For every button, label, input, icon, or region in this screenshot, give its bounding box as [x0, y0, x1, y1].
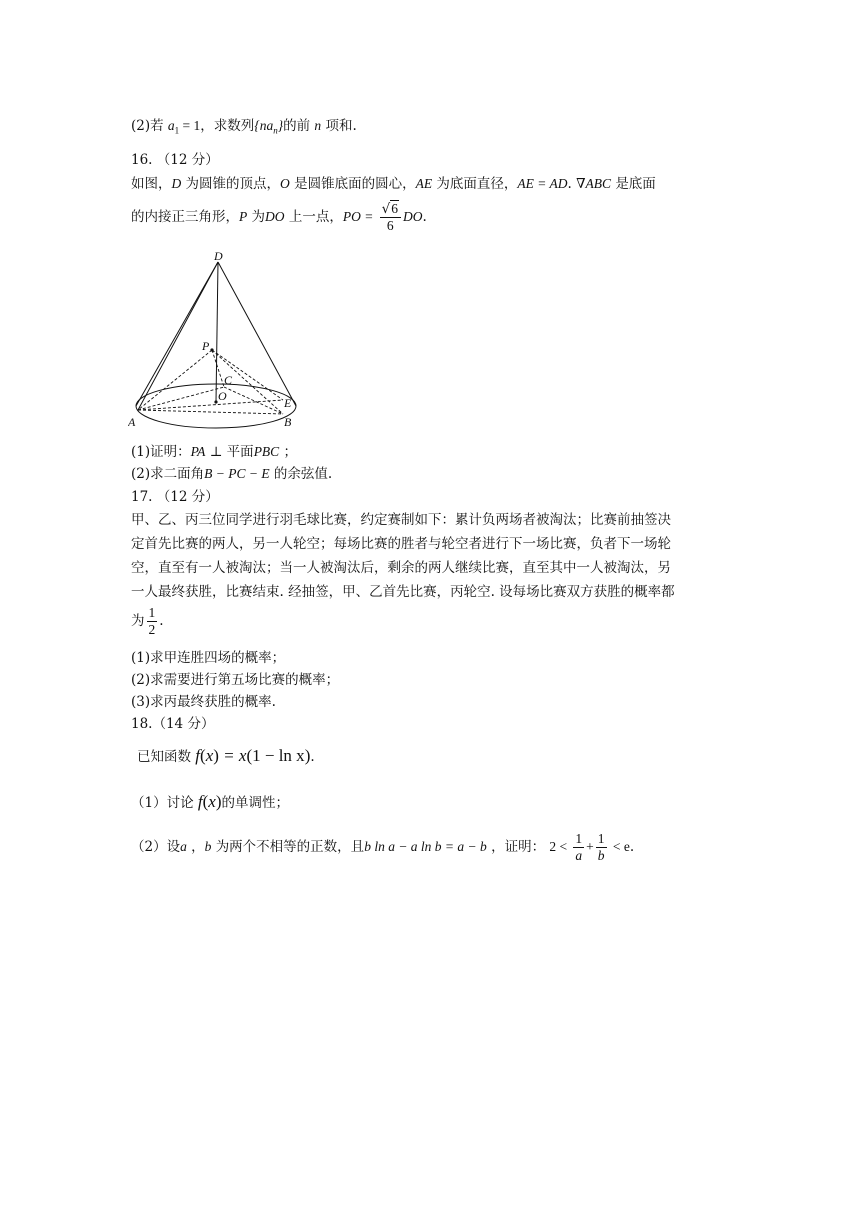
one-over-b-fraction: $\frac{1}{b}$ — [597, 831, 605, 863]
q18-header: 18.（14 分） — [131, 716, 215, 732]
q16-sub1: (1)证明：PA ⊥ 平面PBC ； — [131, 444, 297, 460]
q16-sub2: (2)求二面角B − PC − E 的余弦值. — [131, 466, 333, 482]
q17-sub3: (3)求丙最终获胜的概率. — [131, 694, 276, 710]
q18-sub1: （1）讨论 f(x)的单调性； — [131, 792, 290, 811]
label-E: E — [284, 396, 292, 410]
one-over-a-fraction: $\frac{1}{a}$ — [575, 831, 583, 863]
label-C: C — [224, 373, 233, 387]
label-A: A — [128, 415, 136, 429]
q17-line1: 甲、乙、丙三位同学进行羽毛球比赛，约定赛制如下：累计负两场者被淘汰；比赛前抽签决 — [131, 512, 671, 528]
q16-line1: 如图，D 为圆锥的顶点，O 是圆锥底面的圆心，AE 为底面直径，AE = AD. ∇ABC 是底面 — [131, 176, 656, 192]
q17-line3: 空，直至有一人被淘汰；当一人被淘汰后，剩余的两人继续比赛，直至其中一人被淘汰，另 — [131, 560, 671, 576]
sqrt6-over-6-fraction: $\frac{√6}{6}$ — [380, 201, 401, 234]
label-D: D — [214, 250, 223, 263]
q17-line2: 定首先比赛的两人，另一人轮空；每场比赛的胜者与轮空者进行下一场比赛，负者下一场轮 — [131, 536, 671, 552]
one-half-fraction: $\frac{1}{2}$ — [148, 605, 156, 637]
q18-function: 已知函数 f(x) = x(1 − ln x). — [137, 746, 315, 765]
q17-sub2: (2)求需要进行第五场比赛的概率； — [131, 672, 340, 688]
q16-line2: 的内接正三角形，P 为DO 上一点，PO = $\frac{√6}{6}$ DO. — [131, 201, 427, 233]
q17-line4: 一人最终获胜，比赛结束. 经抽签，甲、乙首先比赛，丙轮空. 设每场比赛双方获胜的概率都 — [131, 584, 675, 600]
q17-line5: 为 $\frac{1}{2}$ . — [131, 605, 164, 637]
q17-header: 17. （12 分） — [131, 489, 219, 505]
label-P: P — [202, 339, 210, 353]
q17-sub1: (1)求甲连胜四场的概率； — [131, 650, 286, 666]
q16-header: 16. （12 分） — [131, 152, 219, 168]
cone-figure — [128, 250, 308, 432]
q15-part2: (2)若 $a_1 = 1$，求数列$\{na_n\}$的前 n 项和. — [131, 118, 357, 136]
label-B: B — [284, 415, 292, 429]
label-O: O — [218, 389, 227, 403]
q18-sub2: （2）设a ，b 为两个不相等的正数，且b ln a − a ln b = a − b ，证明： 2 < $\frac{1}{a}$ + $\frac{1}{b}$ < e. — [131, 831, 635, 863]
